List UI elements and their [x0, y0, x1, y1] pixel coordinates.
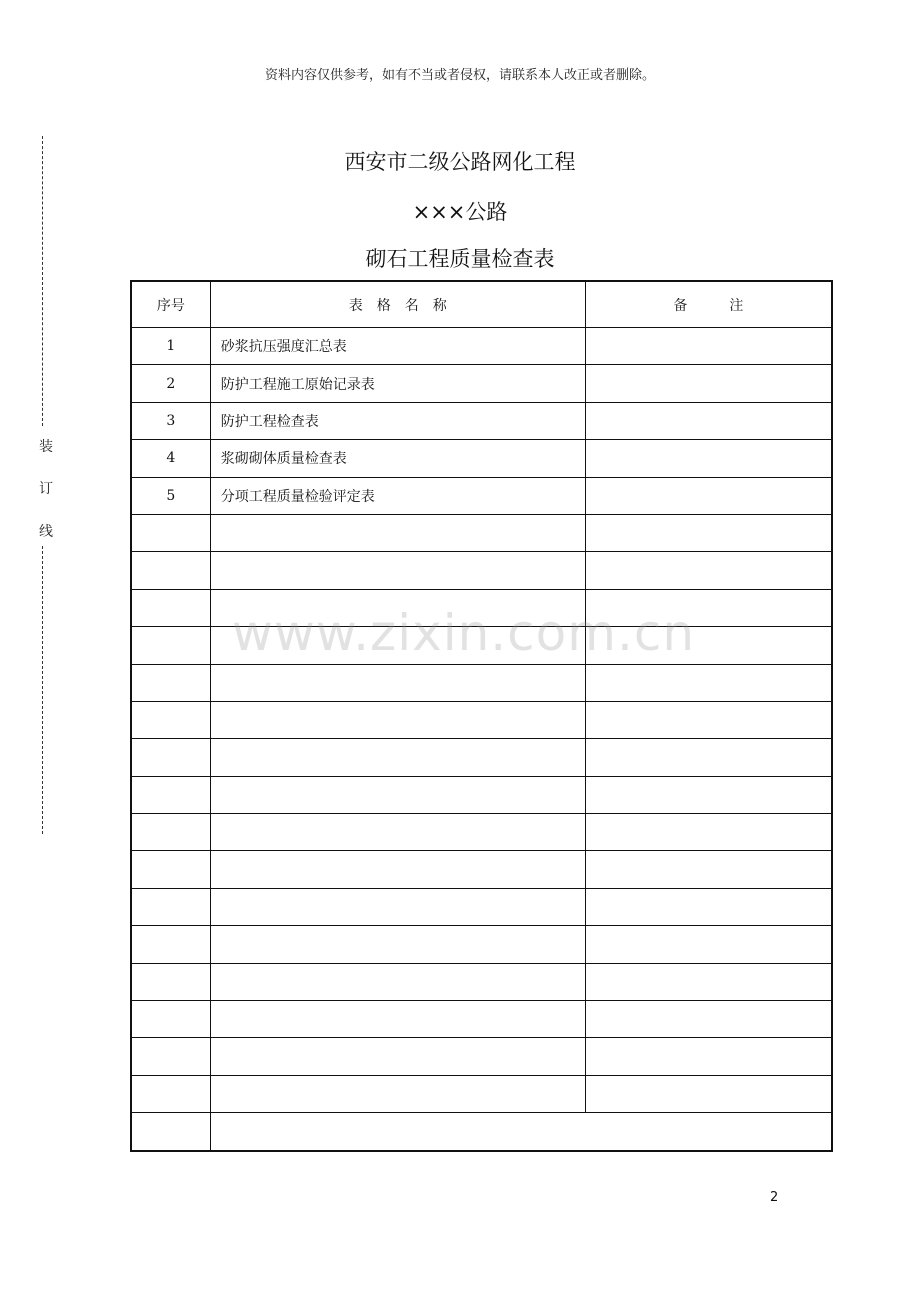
table-row — [131, 701, 832, 738]
seq-cell — [131, 589, 210, 626]
table-body — [131, 328, 832, 1151]
seq-cell — [131, 664, 210, 701]
name-cell — [210, 1001, 585, 1038]
name-cell — [210, 776, 585, 813]
binding-line-top — [42, 136, 43, 426]
name-cell — [210, 739, 585, 776]
road-title: ×××公路 — [412, 200, 508, 224]
remark-cell — [585, 888, 832, 925]
remark-cell — [585, 589, 832, 626]
table-row — [131, 477, 832, 514]
remark-cell — [585, 627, 832, 664]
seq-cell — [131, 851, 210, 888]
table-row-last — [131, 1113, 832, 1151]
remark-cell — [585, 814, 832, 851]
name-cell: 防护工程检查表 — [210, 402, 585, 439]
table-row — [131, 1001, 832, 1038]
remark-cell — [585, 328, 832, 365]
table-row — [131, 776, 832, 813]
table-row — [131, 664, 832, 701]
header-remark: 备 注 — [585, 281, 832, 328]
seq-cell — [131, 701, 210, 738]
name-cell — [210, 814, 585, 851]
table-row — [131, 365, 832, 402]
table-row — [131, 926, 832, 963]
remark-cell — [585, 1001, 832, 1038]
name-cell — [210, 851, 585, 888]
table-row — [131, 552, 832, 589]
name-cell — [210, 1038, 585, 1075]
remark-cell — [585, 851, 832, 888]
page-number: 2 — [770, 1190, 779, 1205]
table-row — [131, 402, 832, 439]
name-cell — [210, 926, 585, 963]
table-row — [131, 589, 832, 626]
name-cell: 砂浆抗压强度汇总表 — [210, 328, 585, 365]
name-cell — [210, 888, 585, 925]
remark-cell — [585, 1075, 832, 1112]
inspection-table — [130, 280, 833, 1152]
seq-cell: 4 — [131, 440, 210, 477]
seq-cell — [131, 776, 210, 813]
table-row — [131, 328, 832, 365]
disclaimer-text: 资料内容仅供参考，如有不当或者侵权，请联系本人改正或者删除。 — [264, 68, 655, 83]
table-header-row — [131, 281, 832, 328]
table-row — [131, 739, 832, 776]
name-cell — [210, 664, 585, 701]
seq-cell — [131, 627, 210, 664]
binding-char-xian: 线 — [39, 524, 53, 540]
remark-cell — [585, 552, 832, 589]
watermark: www.zixin.com.cn — [232, 604, 696, 662]
table-row — [131, 1038, 832, 1075]
remark-cell — [585, 664, 832, 701]
remark-cell — [585, 1038, 832, 1075]
name-cell: 分项工程质量检验评定表 — [210, 477, 585, 514]
remark-cell — [585, 701, 832, 738]
remark-cell — [585, 776, 832, 813]
seq-cell — [131, 1075, 210, 1112]
merged-cell — [210, 1113, 832, 1151]
project-title: 西安市二级公路网化工程 — [344, 150, 576, 174]
binding-line-bottom — [42, 546, 43, 834]
seq-cell: 5 — [131, 477, 210, 514]
name-cell: 防护工程施工原始记录表 — [210, 365, 585, 402]
remark-cell — [585, 365, 832, 402]
name-cell: 浆砌砌体质量检查表 — [210, 440, 585, 477]
seq-cell — [131, 963, 210, 1000]
table-row — [131, 814, 832, 851]
name-cell — [210, 589, 585, 626]
binding-char-zhuang: 装 — [39, 439, 53, 455]
remark-cell — [585, 402, 832, 439]
remark-cell — [585, 926, 832, 963]
header-name: 表 格 名 称 — [210, 281, 585, 328]
seq-cell — [131, 552, 210, 589]
remark-cell — [585, 963, 832, 1000]
seq-cell: 2 — [131, 365, 210, 402]
seq-cell — [131, 1113, 210, 1151]
seq-cell — [131, 888, 210, 925]
table-row — [131, 627, 832, 664]
binding-char-ding: 订 — [39, 481, 53, 497]
table-row — [131, 851, 832, 888]
seq-cell — [131, 1038, 210, 1075]
remark-cell — [585, 739, 832, 776]
header-seq: 序号 — [131, 281, 210, 328]
seq-cell — [131, 926, 210, 963]
table-row — [131, 963, 832, 1000]
name-cell — [210, 552, 585, 589]
seq-cell — [131, 514, 210, 551]
form-title: 砌石工程质量检查表 — [365, 247, 555, 271]
seq-cell — [131, 814, 210, 851]
name-cell — [210, 701, 585, 738]
remark-cell — [585, 440, 832, 477]
seq-cell: 1 — [131, 328, 210, 365]
name-cell — [210, 627, 585, 664]
table-row — [131, 1075, 832, 1112]
name-cell — [210, 514, 585, 551]
remark-cell — [585, 514, 832, 551]
name-cell — [210, 963, 585, 1000]
name-cell — [210, 1075, 585, 1112]
seq-cell — [131, 739, 210, 776]
table-row — [131, 514, 832, 551]
table-row — [131, 888, 832, 925]
table-row — [131, 440, 832, 477]
seq-cell: 3 — [131, 402, 210, 439]
remark-cell — [585, 477, 832, 514]
seq-cell — [131, 1001, 210, 1038]
